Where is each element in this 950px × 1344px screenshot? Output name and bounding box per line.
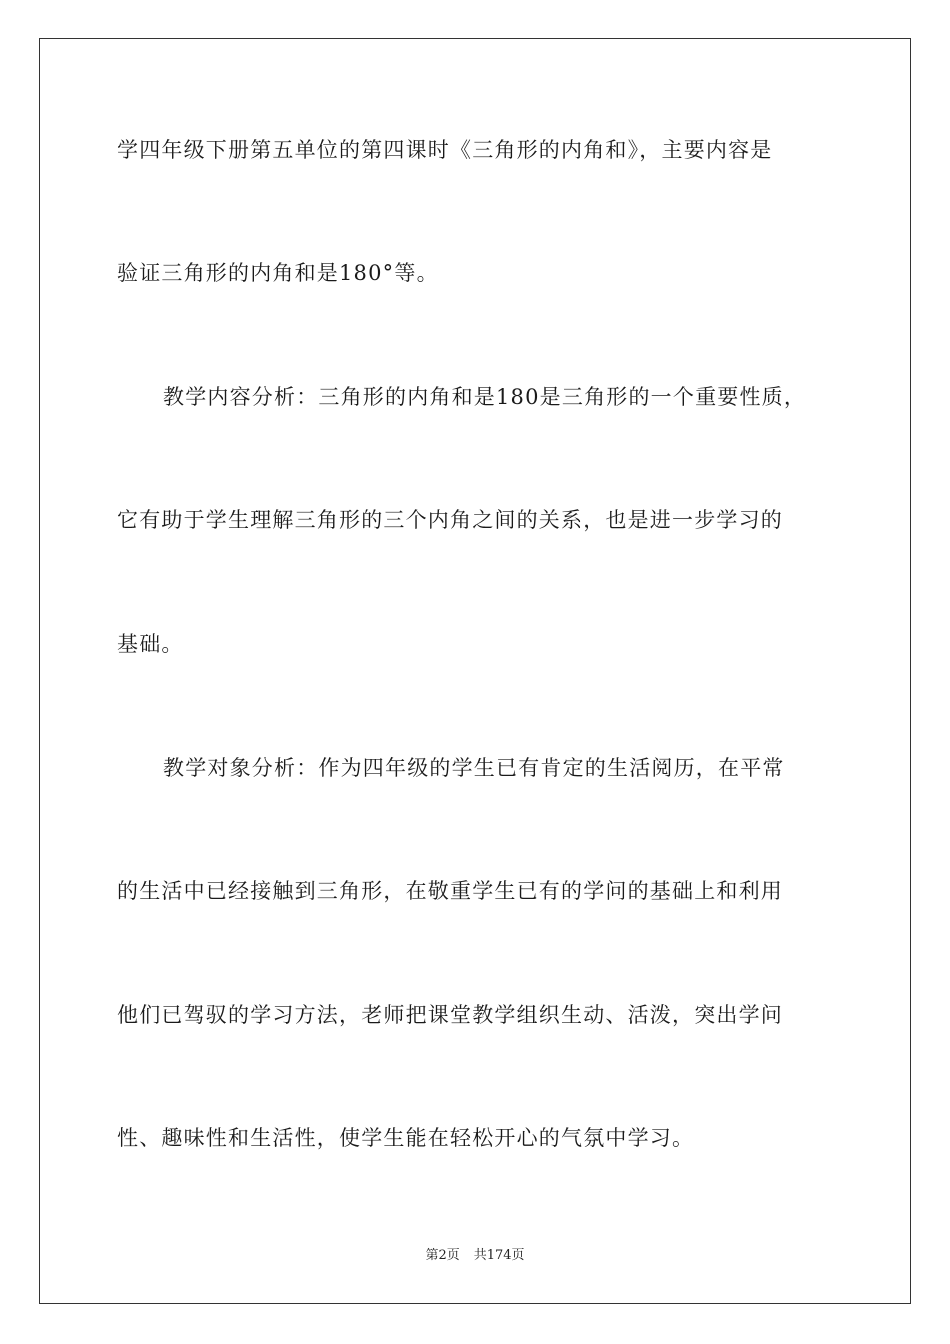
page-border [39,38,911,1304]
paragraph-line-1: 学四年级下册第五单位的第四课时《三角形的内角和》，主要内容是 [117,138,773,162]
paragraph-line-7: 的生活中已经接触到三角形，在敬重学生已有的学问的基础上和利用 [117,879,783,903]
paragraph-line-8: 他们已驾驭的学习方法，老师把课堂教学组织生动、活泼，突出学问 [117,1003,783,1027]
paragraph-line-5: 基础。 [117,632,184,656]
paragraph-line-3: 教学内容分析：三角形的内角和是180是三角形的一个重要性质， [163,385,807,409]
page-number: 第2页 [425,1248,460,1263]
paragraph-line-4: 它有助于学生理解三角形的三个内角之间的关系，也是进一步学习的 [117,508,783,532]
page-total: 共174页 [473,1248,525,1263]
page-footer [0,1244,950,1263]
paragraph-line-6: 教学对象分析：作为四年级的学生已有肯定的生活阅历，在平常 [163,756,785,780]
paragraph-line-9: 性、趣味性和生活性，使学生能在轻松开心的气氛中学习。 [117,1126,695,1150]
paragraph-line-2: 验证三角形的内角和是180°等。 [117,261,439,285]
